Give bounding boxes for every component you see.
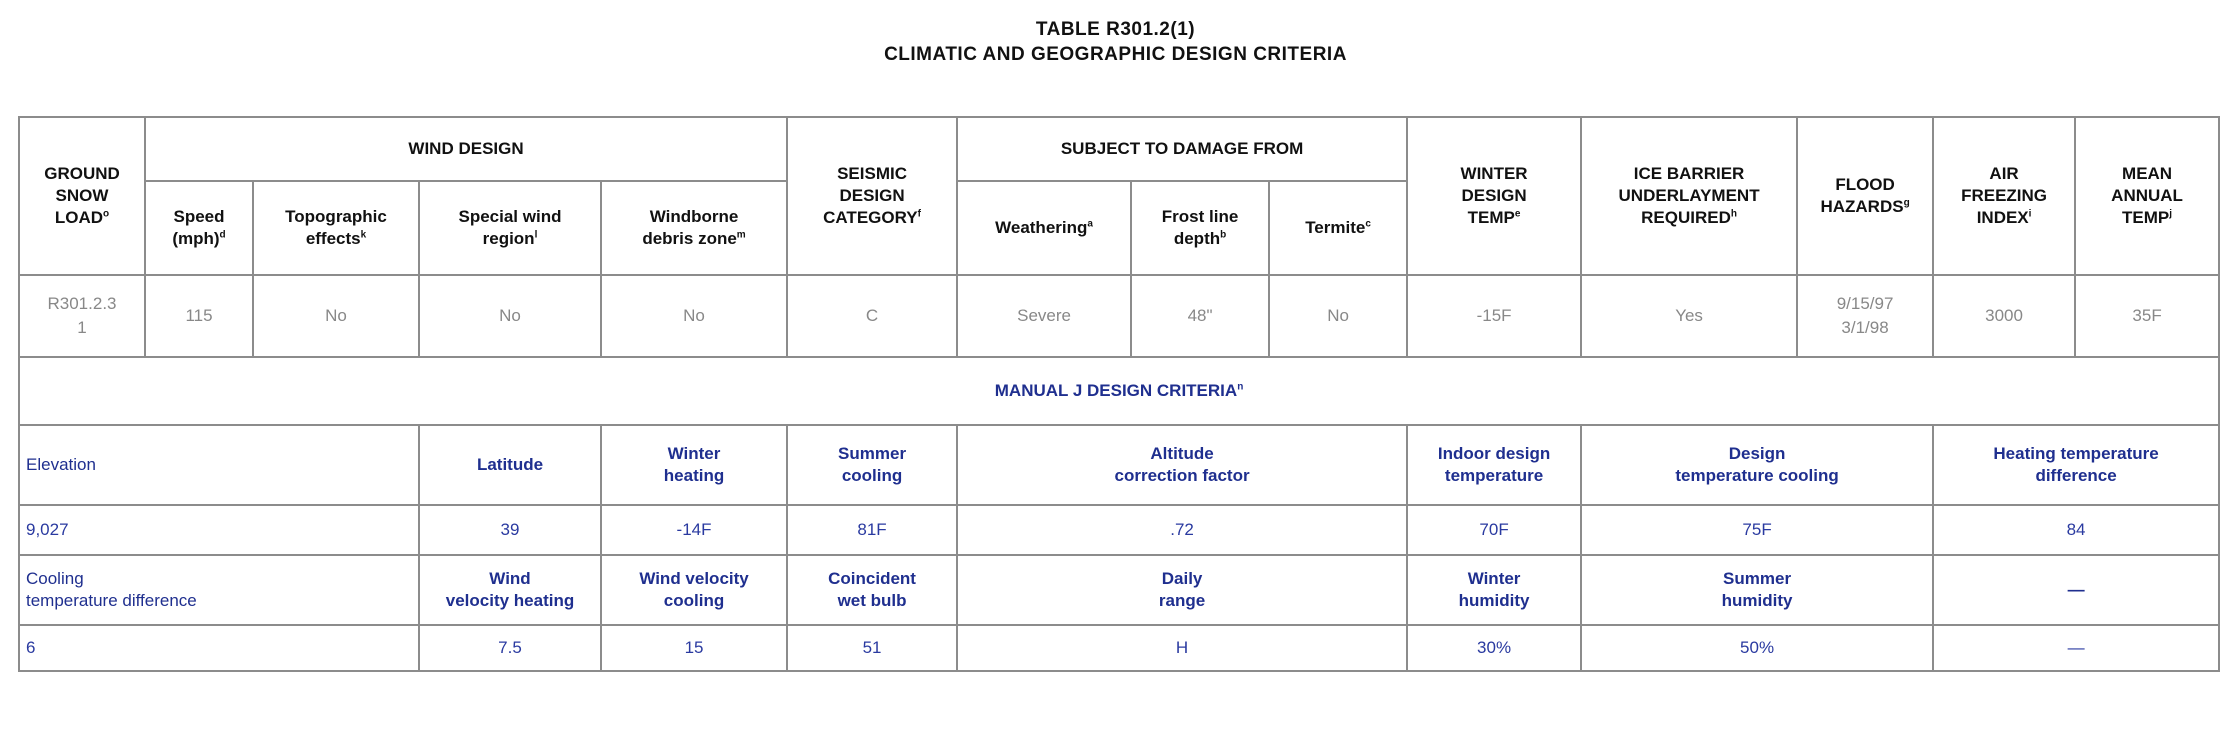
ice-barrier-header: ICE BARRIER UNDERLAYMENT REQUIRED$^h$ (1581, 117, 1797, 275)
termite-value: No (1269, 275, 1407, 357)
speed-header: Speed (mph)$^d$ (145, 181, 253, 275)
topographic-effects-header: Topographic effects$^k$ (253, 181, 419, 275)
blank-value: — (1933, 625, 2219, 671)
speed-value: 115 (145, 275, 253, 357)
manual-j-labels-row-1 (19, 425, 2219, 505)
heating-temp-difference-label: Heating temperature difference (1933, 425, 2219, 505)
winter-design-temp-header: WINTER DESIGN TEMP$^e$ (1407, 117, 1581, 275)
winter-design-temp-value: -15F (1407, 275, 1581, 357)
topographic-effects-value: No (253, 275, 419, 357)
winter-humidity-value: 30% (1407, 625, 1581, 671)
cooling-temp-difference-value: 6 (19, 625, 419, 671)
special-wind-region-value: No (419, 275, 601, 357)
table-titles (0, 18, 2231, 68)
values-row (19, 275, 2219, 357)
indoor-design-temp-value: 70F (1407, 505, 1581, 555)
table-number: TABLE R301.2(1) (1035, 19, 1196, 40)
ground-snow-load-header: GROUND SNOW LOAD$^o$ (19, 117, 145, 275)
termite-header: Termite$^c$ (1269, 181, 1407, 275)
mean-annual-temp-header: MEAN ANNUAL TEMP$^j$ (2075, 117, 2219, 275)
header-row-1 (19, 117, 2219, 181)
manual-j-values-row-2 (19, 625, 2219, 671)
air-freezing-index-value: 3000 (1933, 275, 2075, 357)
weathering-value: Severe (957, 275, 1131, 357)
daily-range-value: H (957, 625, 1407, 671)
heating-temp-difference-value: 84 (1933, 505, 2219, 555)
summer-humidity-value: 50% (1581, 625, 1933, 671)
manual-j-title-row (19, 357, 2219, 425)
flood-hazards-value: 9/15/97 3/1/98 (1797, 275, 1933, 357)
design-temp-cooling-value: 75F (1581, 505, 1933, 555)
design-temp-cooling-label: Design temperature cooling (1581, 425, 1933, 505)
manual-j-labels-row-2 (19, 555, 2219, 625)
coincident-wet-bulb-value: 51 (787, 625, 957, 671)
manual-j-values-row-1 (19, 505, 2219, 555)
blank-label: — (1933, 555, 2219, 625)
subject-to-damage-header: SUBJECT TO DAMAGE FROM (957, 117, 1407, 181)
altitude-correction-label: Altitude correction factor (957, 425, 1407, 505)
flood-hazards-header: FLOOD HAZARDS$^g$ (1797, 117, 1933, 275)
weathering-header: Weathering$^a$ (957, 181, 1131, 275)
special-wind-region-header: Special wind region$^l$ (419, 181, 601, 275)
ice-barrier-value: Yes (1581, 275, 1797, 357)
frost-line-depth-header: Frost line depth$^b$ (1131, 181, 1269, 275)
design-criteria-table (18, 116, 2220, 672)
wind-design-header: WIND DESIGN (145, 117, 787, 181)
latitude-value: 39 (419, 505, 601, 555)
frost-line-depth-value: 48" (1131, 275, 1269, 357)
elevation-label: Elevation (19, 425, 419, 505)
winter-heating-label: Winter heating (601, 425, 787, 505)
altitude-correction-value: .72 (957, 505, 1407, 555)
mean-annual-temp-value: 35F (2075, 275, 2219, 357)
wind-velocity-heating-value: 7.5 (419, 625, 601, 671)
wind-velocity-cooling-label: Wind velocity cooling (601, 555, 787, 625)
coincident-wet-bulb-label: Coincident wet bulb (787, 555, 957, 625)
table-title: CLIMATIC AND GEOGRAPHIC DESIGN CRITERIA (884, 44, 1347, 65)
windborne-debris-zone-header: Windborne debris zone$^m$ (601, 181, 787, 275)
cooling-temp-difference-label: Cooling temperature difference (19, 555, 419, 625)
winter-humidity-label: Winter humidity (1407, 555, 1581, 625)
winter-heating-value: -14F (601, 505, 787, 555)
seismic-design-category-header: SEISMIC DESIGN CATEGORY$^f$ (787, 117, 957, 275)
daily-range-label: Daily range (957, 555, 1407, 625)
summer-cooling-value: 81F (787, 505, 957, 555)
manual-j-title: MANUAL J DESIGN CRITERIA$^n$ (19, 357, 2219, 425)
windborne-debris-zone-value: No (601, 275, 787, 357)
seismic-design-category-value: C (787, 275, 957, 357)
elevation-value: 9,027 (19, 505, 419, 555)
wind-velocity-cooling-value: 15 (601, 625, 787, 671)
summer-humidity-label: Summer humidity (1581, 555, 1933, 625)
ground-snow-load-value: R301.2.3 1 (19, 275, 145, 357)
summer-cooling-label: Summer cooling (787, 425, 957, 505)
latitude-label: Latitude (419, 425, 601, 505)
air-freezing-index-header: AIR FREEZING INDEX$^i$ (1933, 117, 2075, 275)
wind-velocity-heating-label: Wind velocity heating (419, 555, 601, 625)
indoor-design-temp-label: Indoor design temperature (1407, 425, 1581, 505)
